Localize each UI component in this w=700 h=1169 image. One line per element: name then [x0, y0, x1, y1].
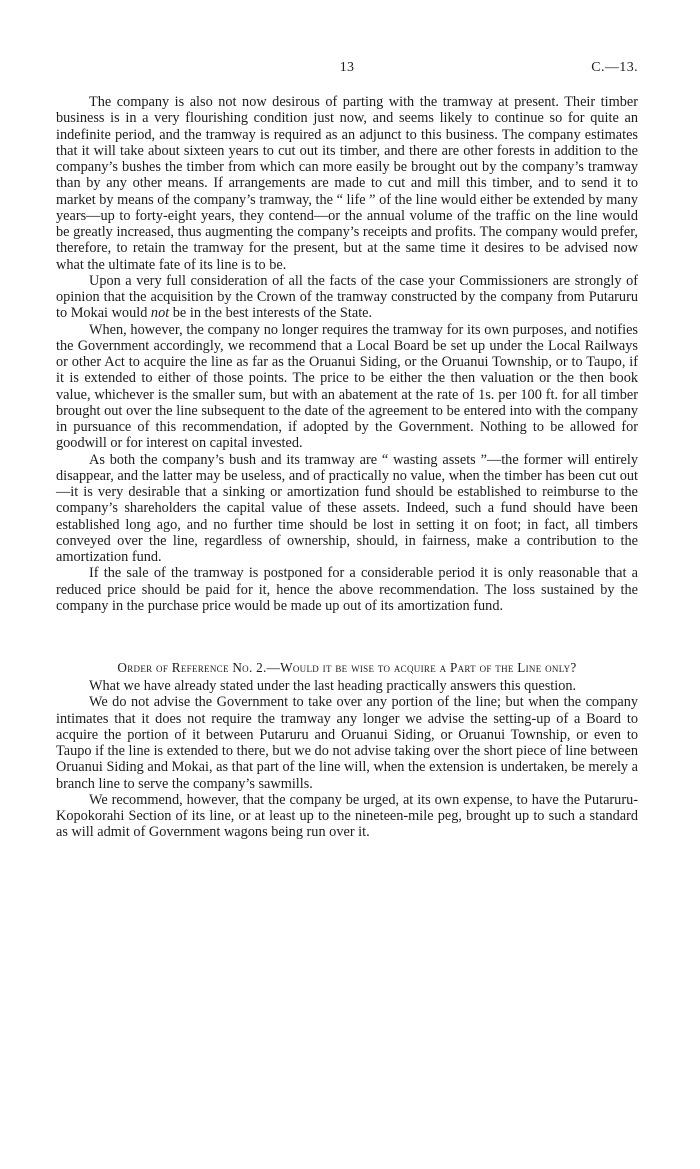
paragraph-local-board-recommendation: When, however, the company no longer requires the tramway for its own purposes, and notifies the Government accordingly, we recommend that a Local Board be set up under the Local Railways or other Act to acquire the line as far as the Oruanui Siding, or the Oruanui Township, or to Taupo, if it is extended to either of those points. The price to be either the then valuation or the then book value, whichever is the smaller sum, but with an abatement at the rate of 1s. per 100 ft. for all timber brought out over the line subsequent to the date of the agreement to be entered into with the company in pursuance of this recommendation, if adopted by the Government. Nothing to be allowed for goodwill or for interest on capital invested. — [56, 321, 638, 452]
opinion-text-before: Upon a very full consideration of all the facts of the case your Commissioners are strongly of opinion that the acquisition by the Crown of the tramway constructed by the company from Putaruru to Mokai would — [56, 272, 638, 322]
paragraph-amortization-fund: As both the company’s bush and its tramway are “ wasting assets ”—the former will entirely disappear, and the latter may be useless, and of practically no value, when the timber has been cut out—it is very desirable that a sinking or amortization fund should be established to reimburse to the company’s shareholders the capital value of these assets. Indeed, such a fund should have been established long ago, and no further time should be lost in setting it on foot; in fact, all timbers conveyed over the line, regardless of ownership, should, in fairness, make a contribution to the amortization fund. — [56, 451, 638, 565]
document-reference: C.—13. — [591, 60, 638, 75]
opinion-text-after: be in the best interests of the State. — [169, 305, 373, 322]
paragraph-reduced-price: If the sale of the tramway is postponed for a considerable period it is only reasonable that a reduced price should be paid for it, hence the above recommendation. The loss sustained by the company in the purchase price would be made up out of its amortization fund. — [56, 565, 638, 614]
paragraph-partial-acquisition: We do not advise the Government to take over any portion of the line; but when the company intimates that it does not require the tramway any longer we advise the setting-up of a Board to acquire the portion of it between Putaruru and Oruanui Siding, or Oruanui Township, or even to Taupo if the line is extended to there, but we do not advise taking over the short piece of line between Oruanui Siding and Mokai, as that part of the line will, when the extension is undertaken, be merely a branch line to serve the company’s sawmills. — [56, 694, 638, 792]
section-heading-text: Order of Reference No. 2.—Would it be wise to acquire a Part of the Line only? — [117, 660, 577, 675]
page-number: 13 — [339, 60, 355, 75]
section-heading — [56, 660, 638, 676]
document-body — [56, 94, 638, 841]
page-header — [56, 60, 638, 82]
paragraph-section-upgrade: We recommend, however, that the company be urged, at its own expense, to have the Putaruru-Kopokorahi Section of its line, or at least up to the nineteen-mile peg, brought up to such a standard as will admit of Government wagons being run over it. — [56, 791, 638, 841]
paragraph-commissioners-opinion — [56, 273, 638, 322]
paragraph-answer: What we have already stated under the last heading practically answers this question. — [89, 678, 577, 694]
opinion-emphasis: not — [150, 305, 170, 322]
paragraph-tramway-retention: The company is also not now desirous of parting with the tramway at present. Their timber business is in a very flourishing condition just now, and seems likely to continue so for quite an indefinite period, and the tramway is required as an adjunct to this business. The company estimates that it will take about sixteen years to cut out its timber, and there are other forests in addition to the company’s bushes the timber from which can more easily be brought out by the company’s tramway than by any other means. If arrangements are made to cut and mill this timber, and to send it to market by means of the company’s tramway, the “ life ” of the line would either be extended by many years—up to forty-eight years, they contend—or the annual volume of the traffic on the line would be greatly increased, thus augmenting the company’s receipts and profits. The company would prefer, therefore, to retain the tramway for the present, but at the same time it desires to be advised now what the ultimate fate of its line is to be. — [56, 94, 638, 273]
